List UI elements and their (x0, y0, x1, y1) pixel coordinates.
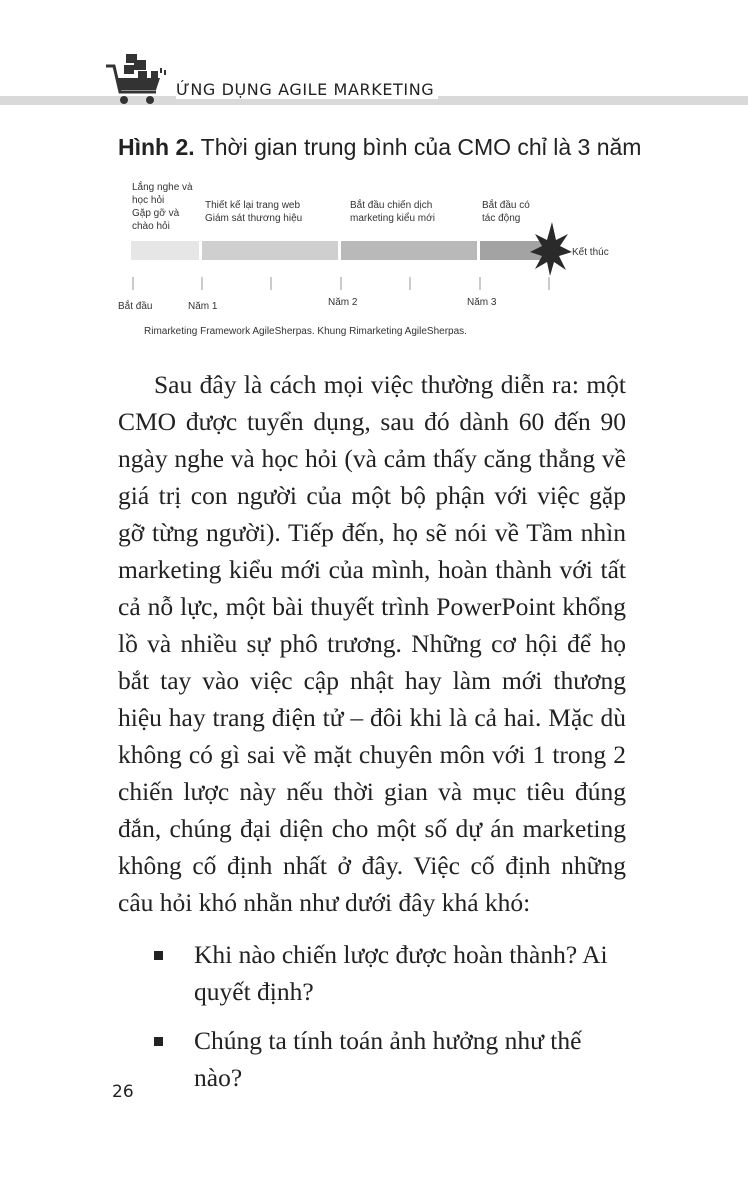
bullet-item (150, 1022, 630, 1096)
phase-3-bar (341, 241, 477, 260)
phase-2-label (205, 199, 302, 224)
phase-1-line-1: Lắng nghe và (132, 182, 193, 193)
axis-ticks (133, 277, 549, 290)
phase-1-bar (131, 241, 199, 260)
body-paragraph: Sau đây là cách mọi việc thường diễn ra: một CMO được tuyển dụng, sau đó dành 60 đến 90 ngày nghe và học hỏi (và cảm thấy căng thẳng về giá trị con người của một bộ phận với việc gặp gỡ từng người). Tiếp đến, họ sẽ nói về Tầm nhìn marketing kiểu mới của mình, hoàn thành với tất cả nỗ lực, một bài thuyết trình PowerPoint khổng lồ và nhiều sự phô trương. Những cơ hội để họ bắt tay vào việc cập nhật hay làm mới thương hiệu hay trang điện tử – đôi khi là cả hai. Mặc dù không có gì sai về mặt chuyên môn với 1 trong 2 chiến lược này nếu thời gian và mục tiêu đúng đắn, chúng đại diện cho một số dự án marketing không cố định nhất ở đây. Việc cố định những câu hỏi khó nhằn như dưới đây khá khó: (118, 370, 626, 917)
axis-label-year-3: Năm 3 (467, 297, 497, 308)
shopping-cart-with-boxes-icon (104, 46, 174, 108)
phase-3-line-1: Bắt đầu chiến dịch (350, 200, 433, 211)
figure-caption (118, 134, 641, 161)
phase-4-line-2: tác động (482, 213, 521, 224)
cmo-timeline-diagram (110, 178, 630, 343)
figure-caption-text: Thời gian trung bình của CMO chỉ là 3 năm (194, 134, 642, 160)
bullet-item (150, 936, 630, 1010)
square-bullet-icon (154, 951, 163, 960)
phase-2-bar (202, 241, 338, 260)
figure-source-note: Rimarketing Framework AgileSherpas. Khung Rimarketing AgileSherpas. (144, 326, 467, 337)
axis-label-year-1: Năm 1 (188, 301, 218, 312)
phase-1-line-3: Gặp gỡ và (132, 208, 180, 219)
end-label: Kết thúc (572, 247, 609, 258)
phase-3-label (350, 198, 435, 224)
end-burst-icon (530, 222, 572, 276)
axis-label-start: Bắt đầu (118, 301, 153, 312)
phase-2-line-1: Thiết kế lại trang web (205, 200, 301, 211)
page-number: 26 (112, 1082, 134, 1102)
phase-1-line-4: chào hỏi (132, 221, 170, 232)
square-bullet-icon (154, 1037, 163, 1046)
bullet-text: Chúng ta tính toán ảnh hưởng như thế nào? (194, 1026, 582, 1092)
axis-label-year-2: Năm 2 (328, 297, 358, 308)
phase-1-line-2: học hỏi (132, 195, 165, 206)
figure-label: Hình 2. (118, 134, 195, 160)
phase-2-line-2: Giám sát thương hiệu (205, 213, 303, 224)
bullet-text: Khi nào chiến lược được hoàn thành? Ai quyết định? (194, 940, 608, 1006)
phase-4-label (482, 198, 530, 224)
running-header-title: ỨNG DỤNG AGILE MARKETING (176, 80, 438, 99)
phase-3-line-2: marketing kiểu mới (350, 213, 435, 224)
phase-1-label (132, 180, 193, 232)
phase-4-line-1: Bắt đầu có (482, 200, 530, 211)
